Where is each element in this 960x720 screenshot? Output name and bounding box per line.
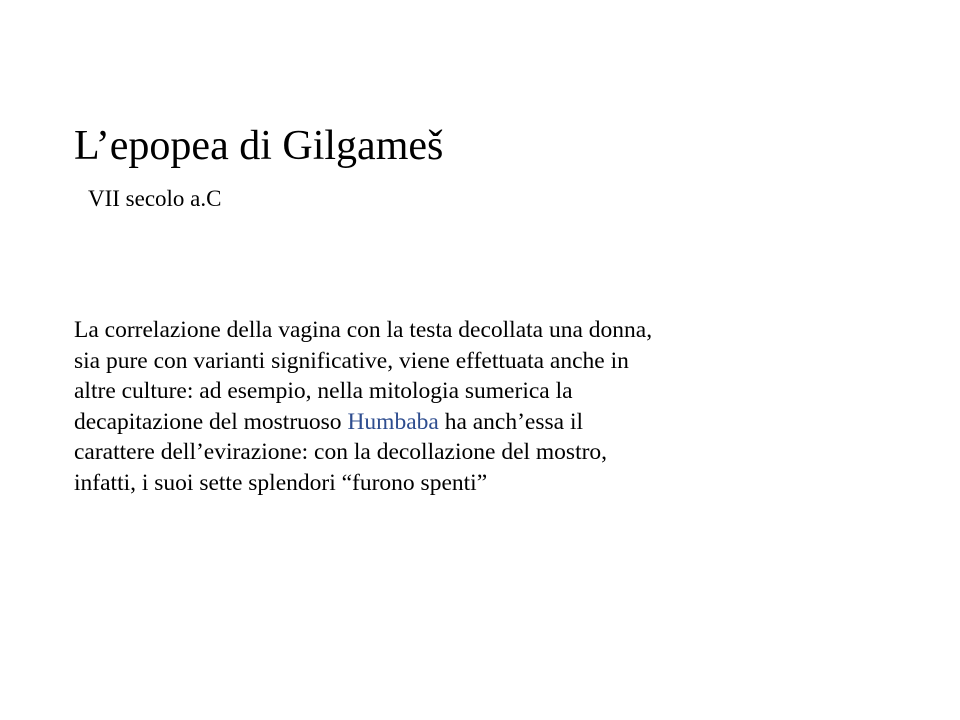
body-line-2: sia pure con varianti significative, viene effettuata anche in (74, 347, 629, 374)
body-line-4-start: decapitazione del mostruoso (74, 408, 348, 435)
slide-subtitle: VII secolo a.C (88, 186, 222, 211)
body-line-4 (74, 407, 894, 438)
body-line-6: infatti, i suoi sette splendori “furono spenti” (74, 469, 488, 496)
slide-title: L’epopea di Gilgameš (74, 123, 444, 169)
body-line-4-end: ha anch’essa il (438, 408, 584, 435)
body-line-1: La correlazione della vagina con la testa decollata una donna, (74, 317, 653, 343)
body-line-5: carattere dell’evirazione: con la decollazione del mostro, (74, 439, 608, 465)
humbaba-link[interactable]: Humbaba (347, 408, 439, 435)
body-line-3: altre culture: ad esempio, nella mitologia sumerica la (74, 378, 573, 404)
body-paragraph (74, 315, 894, 498)
